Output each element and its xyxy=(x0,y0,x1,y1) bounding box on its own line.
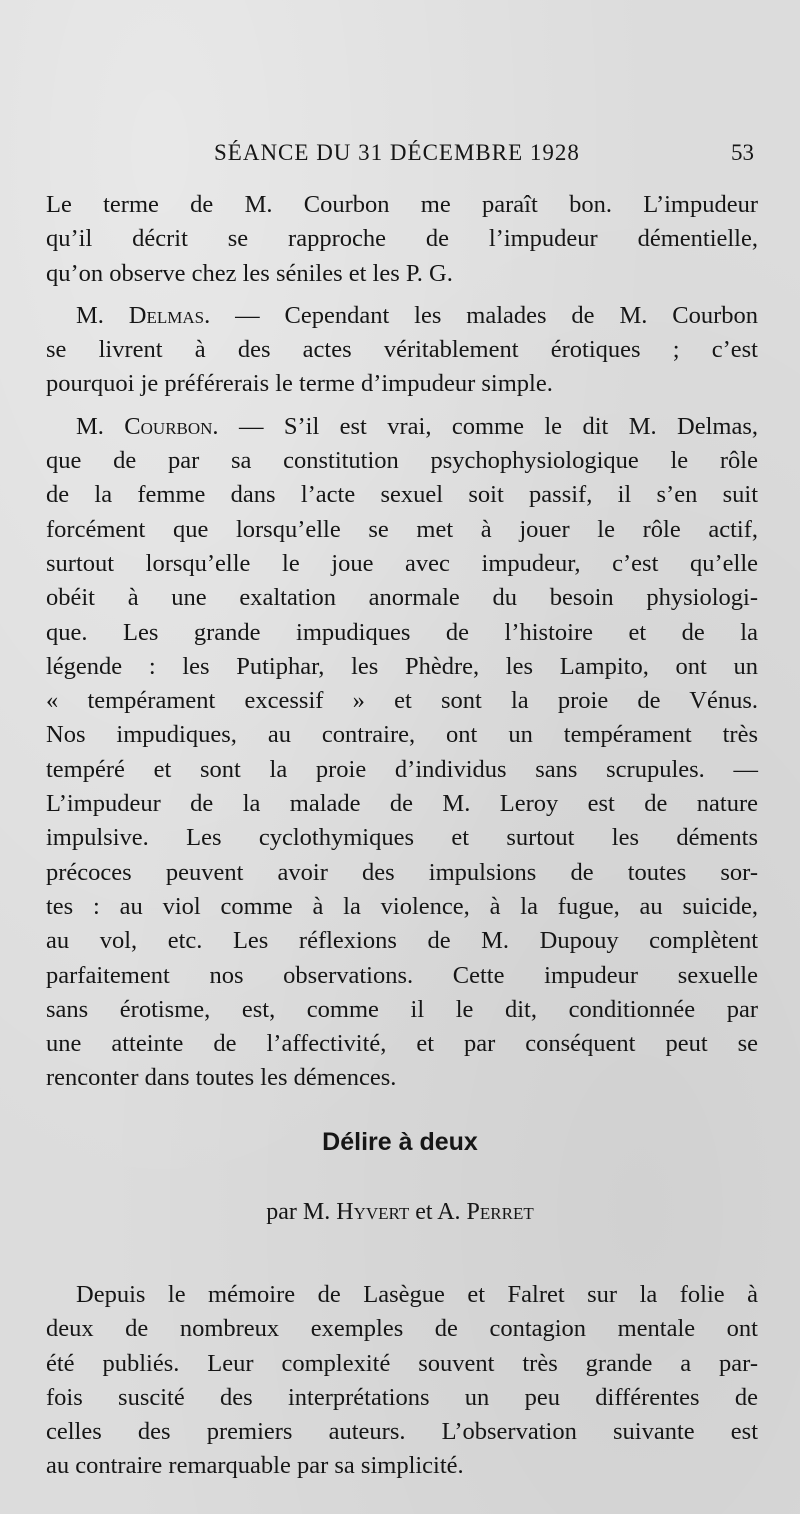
text-line: renconter dans toutes les démences. xyxy=(46,1064,397,1092)
running-title: SÉANCE DU 31 DÉCEMBRE 1928 xyxy=(214,140,580,165)
text-line: Le terme de M. Courbon me paraît bon. L’impudeur xyxy=(46,191,758,218)
text-line: parfaitement nos observations. Cette impudeur sexuelle xyxy=(46,961,758,989)
text-line: légende : les Putiphar, les Phèdre, les Lampito, ont un xyxy=(46,652,758,680)
text-line: se livrent à des actes véritablement érotiques ; c’est xyxy=(46,336,758,364)
text-line: Nos impudiques, au contraire, ont un tempérament très xyxy=(46,721,758,749)
text-line: sans érotisme, est, comme il le dit, conditionnée par xyxy=(46,995,758,1023)
text-line: tempéré et sont la proie d’individus sans scrupules. — xyxy=(46,755,758,783)
page-number: 53 xyxy=(731,140,754,165)
text-line: impulsive. Les cyclothymiques et surtout les déments xyxy=(46,824,758,852)
text-line: pourquoi je préférerais le terme d’impudeur simple. xyxy=(46,370,553,398)
author-name: Hyvert xyxy=(336,1199,410,1225)
authors-joiner: et A. xyxy=(409,1199,467,1225)
speaker-name: M. Courbon. xyxy=(76,412,219,440)
text-line: L’impudeur de la malade de M. Leroy est de nature xyxy=(46,790,758,818)
text-line: une atteinte de l’affectivité, et par conséquent peut se xyxy=(46,1030,758,1058)
text-line: qu’il décrit se rapproche de l’impudeur démentielle, xyxy=(46,225,758,253)
text-line: deux de nombreux exemples de contagion mentale ont xyxy=(46,1315,758,1343)
running-head xyxy=(46,140,758,172)
text-line xyxy=(46,299,758,333)
text-line: surtout lorsqu’elle le joue avec impudeur, c’est qu’elle xyxy=(46,549,758,577)
text-line: obéit à une exaltation anormale du besoin physiologi- xyxy=(46,584,758,612)
text-line: fois suscité des interprétations un peu différentes de xyxy=(46,1383,758,1411)
article-intro xyxy=(46,1278,758,1484)
text-line: « tempérament excessif » et sont la proie de Vénus. xyxy=(46,687,758,715)
text-line: de la femme dans l’acte sexuel soit passif, il s’en suit xyxy=(46,481,758,509)
text-line: qu’on observe chez les séniles et les P. G. xyxy=(46,259,453,287)
article-title: Délire à deux xyxy=(322,1128,478,1156)
text-line: tes : au viol comme à la violence, à la fugue, au suicide, xyxy=(46,892,758,920)
text-line: au contraire remarquable par sa simplicité. xyxy=(46,1452,464,1480)
discussion-text xyxy=(46,188,758,1096)
text-line xyxy=(46,410,758,444)
text-line: Depuis le mémoire de Lasègue et Falret sur la folie à xyxy=(76,1281,758,1308)
text-line: forcément que lorsqu’elle se met à jouer le rôle actif, xyxy=(46,515,758,543)
authors-prefix: par M. xyxy=(266,1199,337,1225)
speech-text: — S’il est vrai, comme le dit M. Delmas, xyxy=(218,412,758,440)
text-line: celles des premiers auteurs. L’observation suivante est xyxy=(46,1418,758,1446)
text-line: au vol, etc. Les réflexions de M. Dupouy complètent xyxy=(46,927,758,955)
text-line: que. Les grande impudiques de l’histoire et de la xyxy=(46,618,758,646)
article-authors xyxy=(0,1199,800,1226)
text-line: que de par sa constitution psychophysiologique le rôle xyxy=(46,447,758,475)
text-line: précoces peuvent avoir des impulsions de toutes sor- xyxy=(46,858,758,886)
speech-text: — Cependant les malades de M. Courbon xyxy=(210,301,758,329)
author-name: Perret xyxy=(466,1199,534,1225)
text-line: été publiés. Leur complexité souvent très grande a par- xyxy=(46,1349,758,1377)
speaker-name: M. Delmas. xyxy=(76,301,211,329)
